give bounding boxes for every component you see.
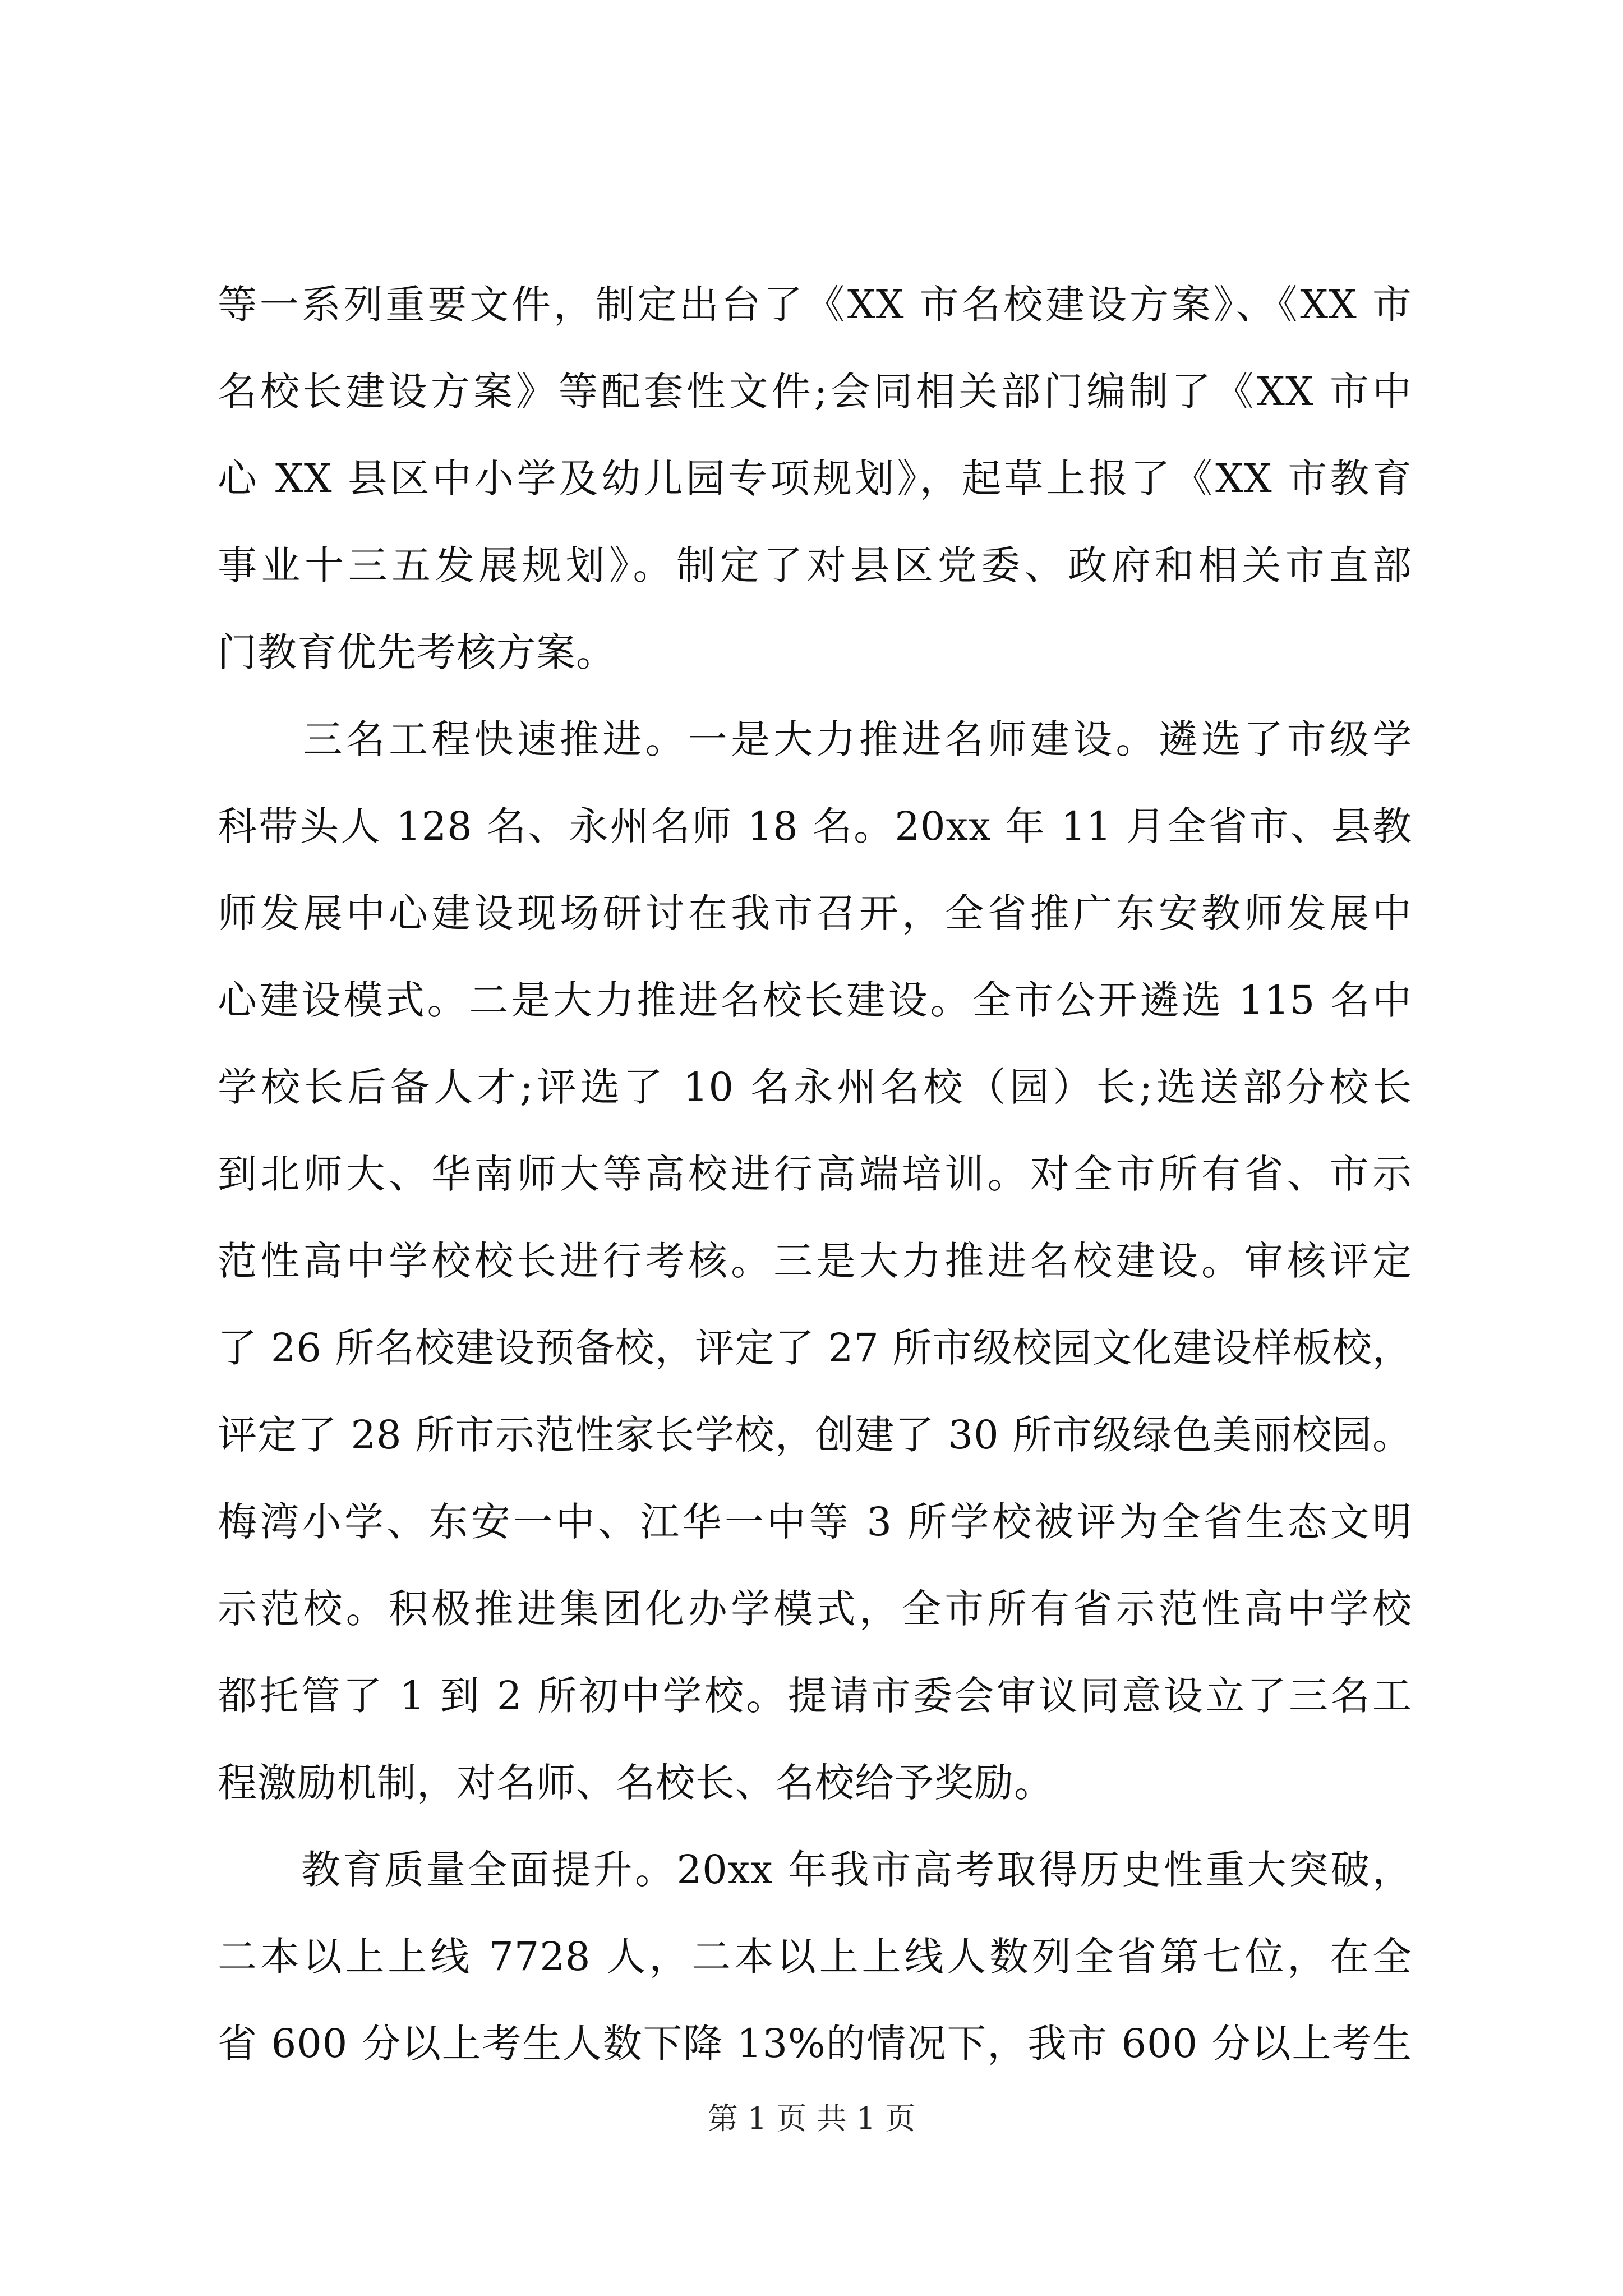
text-line: 梅湾小学、东安一中、江华一中等 3 所学校被评为全省生态文明 bbox=[218, 1499, 1412, 1545]
text-line: 示范校。积极推进集团化办学模式，全市所有省示范性高中学校 bbox=[218, 1586, 1412, 1632]
text-line: 心 XX 县区中小学及幼儿园专项规划》，起草上报了《XX 市教育 bbox=[218, 455, 1412, 501]
text-line: 事业十三五发展规划》。制定了对县区党委、政府和相关市直部 bbox=[218, 542, 1412, 588]
body-text bbox=[218, 261, 1412, 2087]
text-line: 评定了 28 所市示范性家长学校，创建了 30 所市级绿色美丽校园。 bbox=[218, 1412, 1412, 1458]
text-line: 教育质量全面提升。20xx 年我市高考取得历史性重大突破， bbox=[218, 1847, 1412, 1893]
text-line: 了 26 所名校建设预备校，评定了 27 所市级校园文化建设样板校， bbox=[218, 1325, 1412, 1371]
page-number-label: 第 1 页 共 1 页 bbox=[707, 2101, 916, 2136]
text-line: 等一系列重要文件，制定出台了《XX 市名校建设方案》、《XX 市 bbox=[218, 282, 1412, 328]
page-footer bbox=[0, 2099, 1623, 2138]
text-line: 二本以上上线 7728 人，二本以上上线人数列全省第七位，在全 bbox=[218, 1934, 1412, 1980]
text-line: 三名工程快速推进。一是大力推进名师建设。遴选了市级学 bbox=[218, 716, 1412, 762]
text-line: 师发展中心建设现场研讨在我市召开，全省推广东安教师发展中 bbox=[218, 890, 1412, 936]
text-line: 到北师大、华南师大等高校进行高端培训。对全市所有省、市示 bbox=[218, 1151, 1412, 1197]
text-line: 都托管了 1 到 2 所初中学校。提请市委会审议同意设立了三名工 bbox=[218, 1673, 1412, 1719]
text-line: 名校长建设方案》等配套性文件;会同相关部门编制了《XX 市中 bbox=[218, 369, 1412, 415]
text-line: 心建设模式。二是大力推进名校长建设。全市公开遴选 115 名中 bbox=[218, 977, 1412, 1023]
text-line: 范性高中学校校长进行考核。三是大力推进名校建设。审核评定 bbox=[218, 1238, 1412, 1284]
text-line: 科带头人 128 名、永州名师 18 名。20xx 年 11 月全省市、县教 bbox=[218, 803, 1412, 849]
text-line: 程激励机制，对名师、名校长、名校给予奖励。 bbox=[218, 1760, 1054, 1806]
text-line: 省 600 分以上考生人数下降 13%的情况下，我市 600 分以上考生 bbox=[218, 2021, 1412, 2067]
text-line: 门教育优先考核方案。 bbox=[218, 629, 616, 675]
text-line: 学校长后备人才;评选了 10 名永州名校（园）长;选送部分校长 bbox=[218, 1064, 1412, 1110]
